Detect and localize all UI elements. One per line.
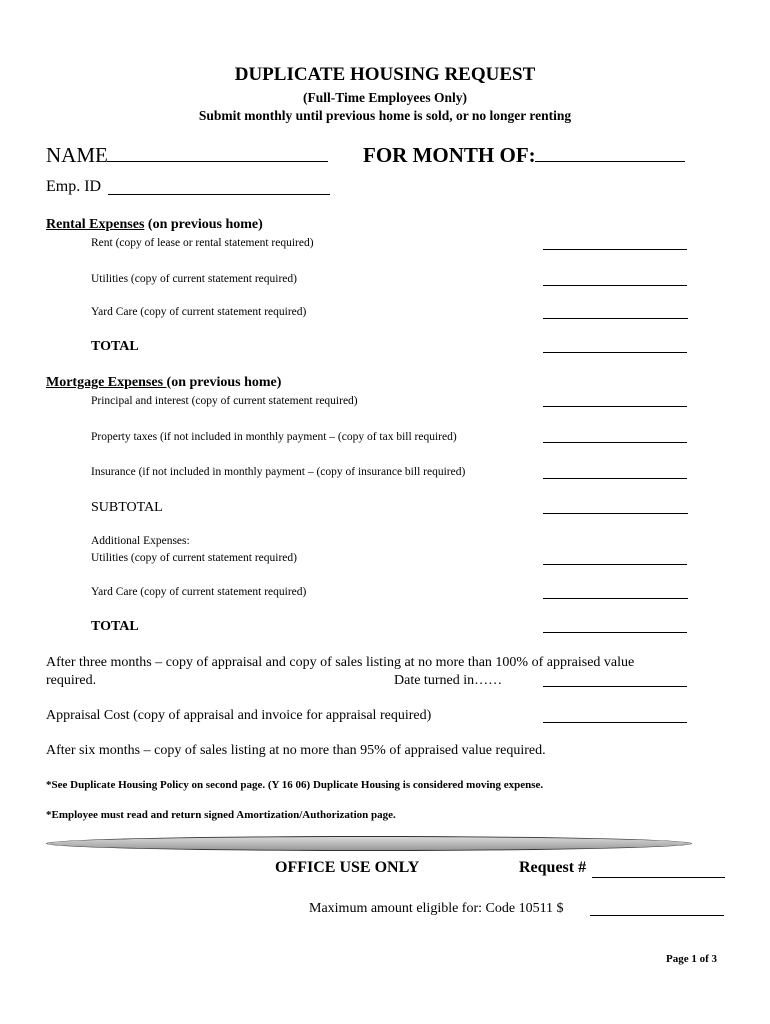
form-title: DUPLICATE HOUSING REQUEST	[234, 64, 536, 85]
rental-total-label: TOTAL	[91, 339, 139, 354]
property-taxes-item: Property taxes (if not included in monthly payment – (copy of tax bill required)	[91, 431, 457, 443]
mortgage-heading-underlined: Mortgage Expenses	[46, 375, 167, 390]
amortization-note: *Employee must read and return signed Amortization/Authorization page.	[46, 809, 396, 821]
additional-utilities-amount-line[interactable]	[543, 564, 687, 565]
rental-heading-rest: (on previous home)	[144, 217, 263, 232]
mortgage-heading	[46, 375, 281, 391]
rental-yardcare-item: Yard Care (copy of current statement required)	[91, 306, 307, 318]
appraisal-cost-line[interactable]	[543, 722, 687, 723]
date-turned-in-label: Date turned in……	[394, 673, 503, 688]
property-taxes-amount-line[interactable]	[543, 442, 687, 443]
mortgage-total-label: TOTAL	[91, 619, 139, 634]
principal-amount-line[interactable]	[543, 406, 687, 407]
section-divider	[46, 836, 692, 851]
name-field-line[interactable]	[107, 161, 328, 162]
rent-item: Rent (copy of lease or rental statement required)	[91, 237, 314, 249]
office-use-label: OFFICE USE ONLY	[275, 859, 420, 876]
rental-heading-underlined: Rental Expenses	[46, 217, 145, 232]
insurance-amount-line[interactable]	[543, 478, 687, 479]
subtotal-label: SUBTOTAL	[91, 500, 163, 515]
name-label: NAME	[46, 143, 108, 167]
appraisal-cost-label: Appraisal Cost (copy of appraisal and invoice for appraisal required)	[46, 708, 432, 723]
max-amount-line[interactable]	[590, 915, 724, 916]
rental-total-line[interactable]	[543, 352, 687, 353]
mortgage-total-line[interactable]	[543, 632, 687, 633]
subtotal-line[interactable]	[543, 513, 688, 514]
insurance-item: Insurance (if not included in monthly payment – (copy of insurance bill required)	[91, 466, 466, 478]
request-number-label: Request #	[519, 859, 587, 876]
principal-item: Principal and interest (copy of current statement required)	[91, 395, 358, 407]
rent-amount-line[interactable]	[543, 249, 687, 250]
rental-utilities-item: Utilities (copy of current statement required)	[91, 273, 297, 285]
additional-expenses-label: Additional Expenses:	[91, 535, 190, 547]
additional-yardcare-item: Yard Care (copy of current statement required)	[91, 586, 307, 598]
three-months-note-line1: After three months – copy of appraisal and copy of sales listing at no more than 100% of appraised value	[46, 655, 635, 670]
request-number-line[interactable]	[592, 877, 725, 878]
page-number: Page 1 of 3	[666, 953, 718, 965]
six-months-note: After six months – copy of sales listing at no more than 95% of appraised value required.	[46, 743, 546, 758]
additional-utilities-item: Utilities (copy of current statement required)	[91, 552, 297, 564]
three-months-note-line2: required.	[46, 673, 97, 688]
month-label: FOR MONTH OF:	[363, 143, 536, 167]
max-amount-label: Maximum amount eligible for: Code 10511 $	[309, 901, 564, 916]
date-turned-in-line[interactable]	[543, 686, 687, 687]
additional-yardcare-amount-line[interactable]	[543, 598, 688, 599]
rental-heading	[46, 217, 263, 233]
month-field-line[interactable]	[535, 161, 685, 162]
form-subtitle: (Full-Time Employees Only)	[303, 90, 467, 105]
mortgage-heading-rest: (on previous home)	[166, 375, 282, 390]
empid-label: Emp. ID	[46, 178, 102, 195]
empid-field-line[interactable]	[108, 194, 330, 195]
form-instructions: Submit monthly until previous home is sold, or no longer renting	[198, 108, 572, 123]
rental-yardcare-amount-line[interactable]	[543, 318, 688, 319]
rental-utilities-amount-line[interactable]	[543, 285, 687, 286]
policy-note: *See Duplicate Housing Policy on second page. (Y 16 06) Duplicate Housing is considered moving expense.	[46, 779, 544, 791]
